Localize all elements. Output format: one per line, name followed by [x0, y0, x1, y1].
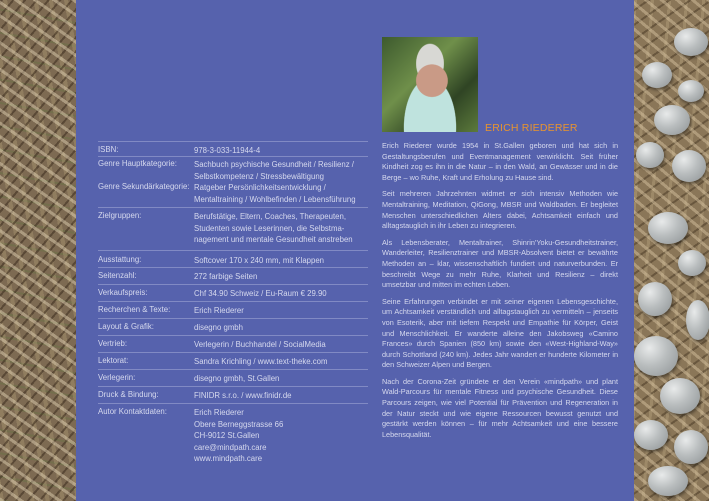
detail-label: Seitenzahl:: [98, 271, 137, 280]
bio-paragraph: Als Lebensberater, Mentaltrainer, Shinrin'Yoku-Gesundheitstrainer, Wanderleiter, Resilienztrainer und MBSR-Absolvent bietet er bewährte Methoden an – klar, wissenschaftlich fundiert und naturverbunden. Er beschreibt Wege zu mehr Ruhe, Klarheit und Resilienz – direkt umsetzbar und mitten im echten Leben.: [382, 237, 618, 290]
bio-paragraph: Nach der Corona-Zeit gründete er den Verein «mindpath» und plant Wald-Parcours für mentale Fitness und psychische Gesundheit. Diese Parcours zeigen, wie viel Potential für Prävention und Regeneration in der Natur steckt und wie eigene Ressourcen bewusst genutzt und gestärkt werden können – für mehr Achtsamkeit und eine bessere Lebensqualität.: [382, 376, 618, 439]
divider: [98, 141, 368, 142]
detail-label: Verlegerin:: [98, 373, 136, 382]
detail-label: Autor Kontaktdaten:: [98, 407, 167, 416]
background-wood-chips-left: [0, 0, 76, 501]
pebble: [648, 466, 688, 496]
pebble: [674, 430, 708, 464]
detail-value: Sachbuch psychische Gesundheit / Resilienz / Selbstkompetenz / Stressbewältigung: [194, 160, 354, 181]
detail-label: Vertrieb:: [98, 339, 128, 348]
pebble: [678, 80, 704, 102]
detail-label: Druck & Bindung:: [98, 390, 159, 399]
pebble: [648, 212, 688, 244]
detail-value: Verlegerin / Buchhandel / SocialMedia: [194, 340, 326, 349]
detail-label: Genre Sekundärkategorie:: [98, 182, 190, 191]
divider: [98, 156, 368, 157]
detail-label: Layout & Grafik:: [98, 322, 154, 331]
pebble: [636, 142, 664, 168]
divider: [98, 352, 368, 353]
divider: [98, 250, 368, 251]
detail-label: Lektorat:: [98, 356, 129, 365]
detail-value: disegno gmbh: [194, 323, 243, 332]
detail-label: Recherchen & Texte:: [98, 305, 171, 314]
author-email-link[interactable]: care@mindpath.care: [194, 442, 267, 452]
author-portrait-photo: [382, 37, 478, 132]
detail-label: Verkaufspreis:: [98, 288, 148, 297]
divider: [98, 369, 368, 370]
detail-label: Genre Hauptkategorie:: [98, 159, 177, 168]
detail-value: Softcover 170 x 240 mm, mit Klappen: [194, 256, 325, 265]
detail-value: Sandra Krichling / www.text-theke.com: [194, 357, 328, 366]
author-biography: [382, 141, 618, 446]
divider: [98, 301, 368, 302]
background-pebbles-right: [634, 0, 709, 501]
detail-value: disegno gmbh, St.Gallen: [194, 374, 280, 383]
pebble: [634, 336, 678, 376]
bio-paragraph: Erich Riederer wurde 1954 in St.Gallen geboren und hat sich in Gestaltungsberufen und Eventmanagement verwirklicht. Seit früher Kindheit zog es ihn in die Natur – in den Wald, an Gewässer und in die Berge – wo Ruhe, Kraft und Erholung zu Hause sind.: [382, 141, 618, 182]
pebble: [686, 300, 709, 340]
pebble: [678, 250, 706, 276]
divider: [98, 207, 368, 208]
pebble: [654, 105, 690, 135]
pebble: [634, 420, 668, 450]
detail-label: Ausstattung:: [98, 255, 142, 264]
divider: [98, 318, 368, 319]
divider: [98, 284, 368, 285]
divider: [98, 403, 368, 404]
bio-paragraph: Seine Erfahrungen verbindet er mit seiner eigenen Lebensgeschichte, um Achtsamkeit verständlich und alltagstauglich zu vermitteln – jenseits von Esoterik, aber mit tiefem Respekt und Empathie für Körper, Geist und Menschlichkeit. Er wanderte alleine den Jakobsweg «Camino Frances» durch Spanien (850 km) sowie den «West-Highland-Way» durch Schottland (240 km). Jedes Jahr wandert er hunderte Kilometer in den Schweizer Alpen und Bergen.: [382, 296, 618, 370]
pebble: [674, 28, 708, 56]
pebble: [638, 282, 672, 316]
detail-value: FINIDR s.r.o. / www.finidr.de: [194, 391, 292, 400]
divider: [98, 335, 368, 336]
divider: [98, 267, 368, 268]
detail-value: Erich Riederer: [194, 306, 244, 315]
bio-paragraph: Seit mehreren Jahrzehnten widmet er sich intensiv Methoden wie Mentaltraining, Meditation, QiGong, MBSR und Waldbaden. Er begleitet Menschen unterschiedlichen Alters dabei, Achtsamkeit einfach und alltagstauglich in ihr Leben zu integrieren.: [382, 189, 618, 231]
pebble: [672, 150, 706, 182]
detail-value: Berufstätige, Eltern, Coaches, Therapeuten, Studenten sowie Leserinnen, die Selbstma- nagement und mentale Gesundheit anstreben: [194, 212, 353, 244]
author-website-link[interactable]: www.mindpath.care: [194, 454, 263, 463]
divider: [98, 386, 368, 387]
pebble: [660, 378, 700, 414]
detail-value: Erich Riederer Obere Berneggstrasse 66 CH-9012 St.Gallen care@mindpath.care www.mindpath.care: [194, 408, 284, 463]
detail-label: ISBN:: [98, 145, 119, 154]
detail-value: 978-3-033-11944-4: [194, 146, 261, 155]
detail-value: Ratgeber Persönlichkeitsentwicklung / Mentaltraining / Wohlbefinden / Lebensführung: [194, 183, 356, 204]
pebble: [642, 62, 672, 88]
author-name: ERICH RIEDERER: [485, 122, 578, 134]
detail-value: 272 farbige Seiten: [194, 272, 258, 281]
detail-value: Chf 34.90 Schweiz / Eu-Raum € 29.90: [194, 289, 327, 298]
detail-label: Zielgruppen:: [98, 211, 142, 220]
